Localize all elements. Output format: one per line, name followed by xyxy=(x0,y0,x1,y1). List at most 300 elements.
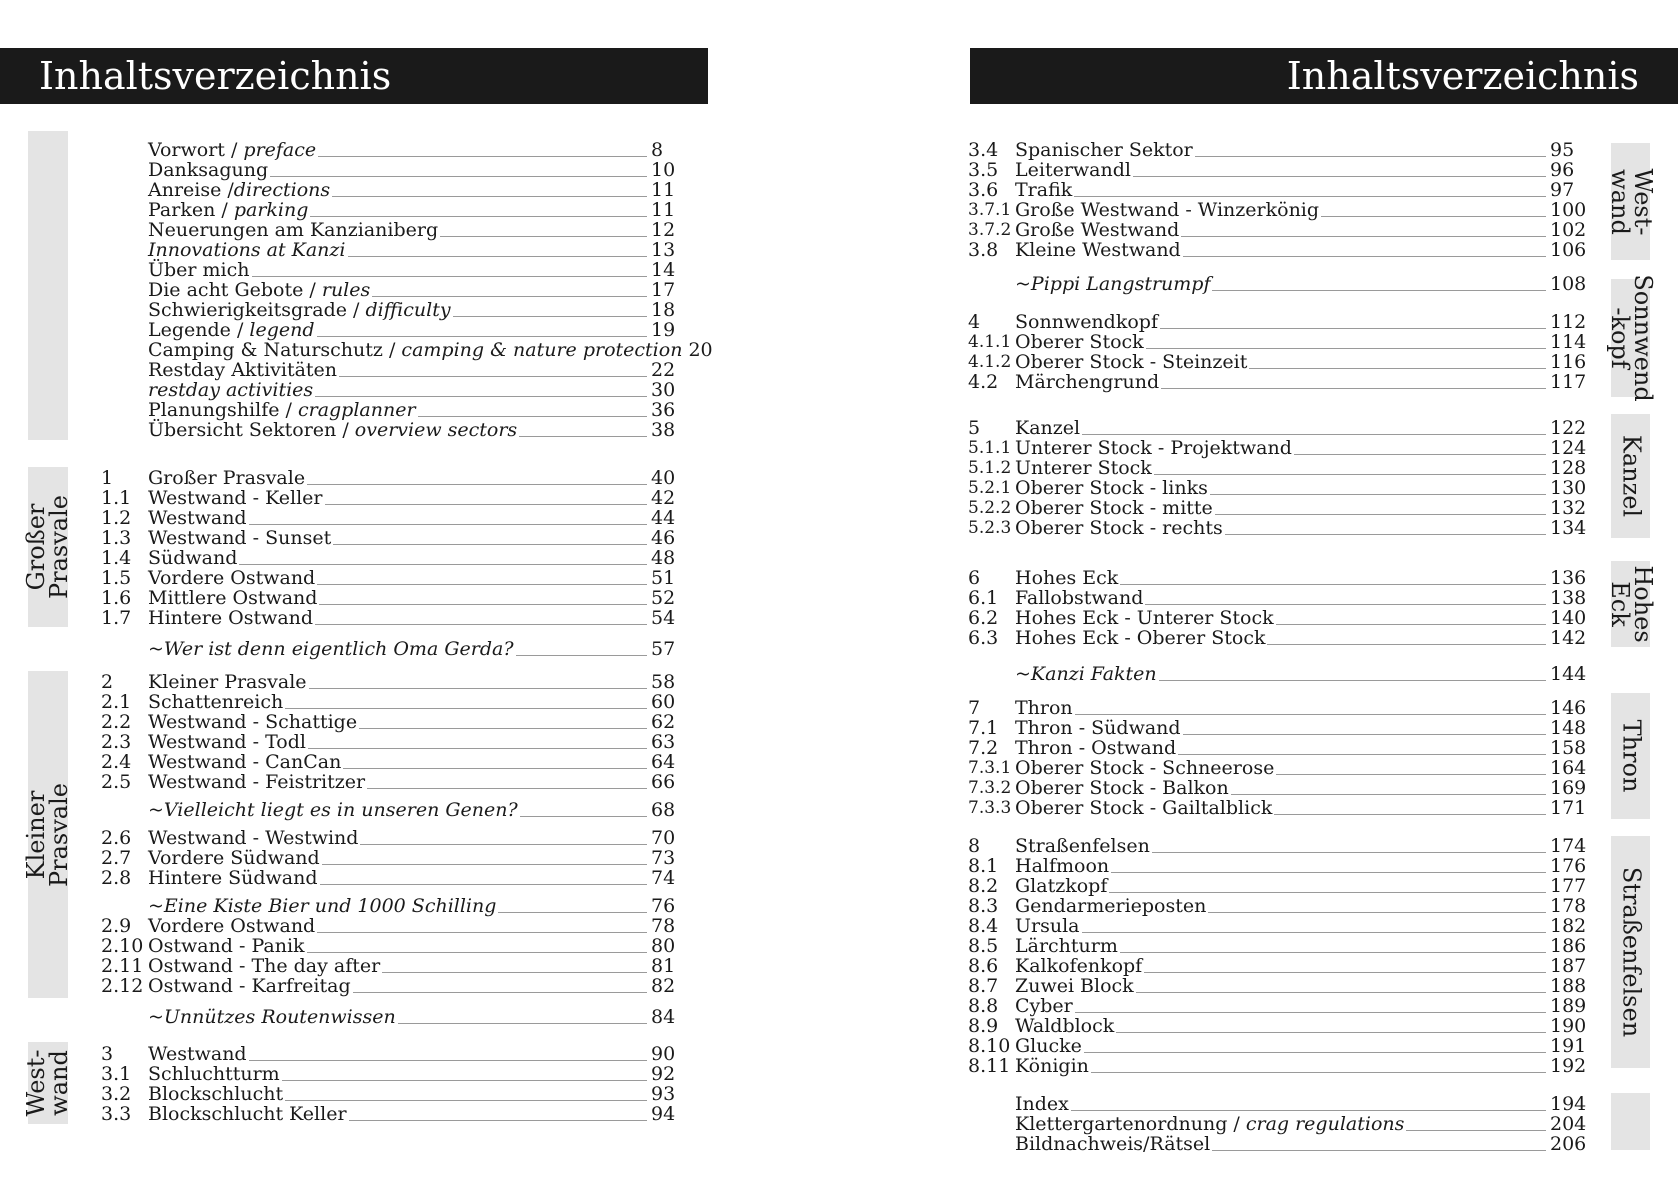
toc-entry xyxy=(968,956,1588,976)
entry-title: Leiterwandl xyxy=(1015,159,1131,181)
toc-entry xyxy=(968,936,1588,956)
toc-entry xyxy=(968,778,1588,798)
entry-title: Vordere Ostwand xyxy=(148,567,316,589)
toc-entry xyxy=(101,692,695,712)
toc-entry xyxy=(968,418,1588,438)
section-number: 2.3 xyxy=(101,731,132,753)
entry-title: Fallobstwand xyxy=(1015,587,1144,609)
toc-entry xyxy=(101,1084,695,1104)
page-number: 44 xyxy=(651,507,676,529)
entry-title-english: camping & nature protection xyxy=(401,339,683,361)
entry-title: Westwand - CanCan xyxy=(148,751,342,773)
page-number: 144 xyxy=(1550,663,1587,685)
entry-title: Die acht Gebote / rules xyxy=(148,279,371,301)
page-number: 66 xyxy=(651,771,676,793)
toc-entry xyxy=(101,976,695,996)
toc-entry xyxy=(101,260,695,280)
toc-entry xyxy=(968,332,1588,352)
leader-line xyxy=(1120,951,1546,953)
toc-entry xyxy=(101,956,695,976)
leader-line xyxy=(1181,235,1546,237)
toc-entry xyxy=(968,916,1588,936)
leader-line xyxy=(418,415,647,417)
page-title-right: Inhaltsverzeichnis xyxy=(1286,54,1639,98)
toc-entry xyxy=(101,588,695,608)
entry-title: Oberer Stock - Schneerose xyxy=(1015,757,1275,779)
page-number: 30 xyxy=(651,379,676,401)
section-number: 1.6 xyxy=(101,587,132,609)
leader-line xyxy=(1406,1129,1546,1131)
entry-title: Kanzel xyxy=(1015,417,1081,439)
leader-line xyxy=(1231,793,1546,795)
page-number: 68 xyxy=(651,799,676,821)
leader-line xyxy=(1267,643,1546,645)
leader-line xyxy=(1145,603,1546,605)
toc-entry xyxy=(968,798,1588,818)
entry-title: Danksagung xyxy=(148,159,269,181)
toc-entry xyxy=(101,1064,695,1084)
toc-entry xyxy=(968,160,1588,180)
leader-line xyxy=(307,483,647,485)
section-number: 2.6 xyxy=(101,827,132,849)
section-number: 1.2 xyxy=(101,507,132,529)
page-number: 116 xyxy=(1550,351,1587,373)
page-number: 114 xyxy=(1550,331,1587,353)
entry-title: Trafik xyxy=(1015,179,1073,201)
page-number: 46 xyxy=(651,527,676,549)
section-number: 2.11 xyxy=(101,955,144,977)
page-number: 74 xyxy=(651,867,676,889)
entry-title: Cyber xyxy=(1015,995,1073,1017)
leader-line xyxy=(1183,255,1546,257)
entry-title-english: ~Wer ist denn eigentlich Oma Gerda? xyxy=(148,638,514,660)
page-number: 189 xyxy=(1550,995,1587,1017)
section-number: 3.8 xyxy=(968,239,999,261)
page-number: 148 xyxy=(1550,717,1587,739)
toc-entry xyxy=(968,856,1588,876)
section-number: 8.3 xyxy=(968,895,999,917)
page-number: 11 xyxy=(651,179,676,201)
entry-title: Westwand xyxy=(148,507,247,529)
entry-title: Unterer Stock - Projektwand xyxy=(1015,437,1292,459)
entry-title xyxy=(148,896,496,916)
toc-entry xyxy=(101,339,713,361)
leader-line xyxy=(1294,453,1546,455)
section-number: 8.9 xyxy=(968,1015,999,1037)
leader-line xyxy=(498,911,647,913)
section-tab xyxy=(1605,143,1657,260)
toc-entry xyxy=(968,738,1588,758)
entry-title: Vordere Südwand xyxy=(148,847,320,869)
leader-line xyxy=(320,883,647,885)
entry-title: Index xyxy=(1015,1093,1069,1115)
section-tab xyxy=(28,131,68,440)
section-number: 5 xyxy=(968,417,981,439)
entry-title: Ursula xyxy=(1015,915,1080,937)
section-number: 2.5 xyxy=(101,771,132,793)
page-number: 188 xyxy=(1550,975,1587,997)
page-number: 94 xyxy=(651,1103,676,1125)
section-number: 4.1.1 xyxy=(968,332,1012,352)
section-number: 5.1.2 xyxy=(968,458,1012,478)
entry-title: Ostwand - Panik xyxy=(148,935,305,957)
toc-entry xyxy=(101,732,695,752)
toc-entry xyxy=(101,280,695,300)
section-number: 4 xyxy=(968,311,981,333)
toc-entry xyxy=(101,360,695,380)
leader-line xyxy=(317,583,647,585)
page-number: 17 xyxy=(651,279,676,301)
toc-entry xyxy=(101,896,695,916)
toc-entry xyxy=(968,608,1588,628)
toc-entry xyxy=(968,628,1588,648)
leader-line xyxy=(1136,991,1546,993)
entry-title: Ostwand - Karfreitag xyxy=(148,975,351,997)
section-number: 1.1 xyxy=(101,487,132,509)
section-number: 5.2.1 xyxy=(968,478,1012,498)
leader-line xyxy=(519,435,647,437)
entry-title: Schwierigkeitsgrade / difficulty xyxy=(148,299,451,321)
toc-entry xyxy=(968,588,1588,608)
leader-line xyxy=(270,175,647,177)
leader-line xyxy=(1276,773,1546,775)
page-number: 70 xyxy=(651,827,676,849)
page-number: 80 xyxy=(651,935,676,957)
section-number: 8.6 xyxy=(968,955,999,977)
page-number: 102 xyxy=(1550,219,1587,241)
entry-title: Vordere Ostwand xyxy=(148,915,316,937)
section-number: 3.3 xyxy=(101,1103,132,1125)
entry-title: Blockschlucht Keller xyxy=(148,1103,347,1125)
toc-entry xyxy=(968,1036,1588,1056)
page-number: 62 xyxy=(651,711,676,733)
leader-line xyxy=(398,1022,647,1024)
entry-title: Oberer Stock - Steinzeit xyxy=(1015,351,1248,373)
entry-title-english: legend xyxy=(249,319,315,341)
entry-title: Halfmoon xyxy=(1015,855,1110,877)
entry-title xyxy=(148,240,346,260)
page-number: 106 xyxy=(1550,239,1587,261)
leader-line xyxy=(1144,971,1546,973)
toc-entry xyxy=(968,1094,1588,1114)
entry-title: Westwand - Schattige xyxy=(148,711,358,733)
section-tab xyxy=(1611,836,1650,1068)
leader-line xyxy=(339,375,647,377)
leader-line xyxy=(1274,813,1546,815)
leader-line xyxy=(1146,347,1546,349)
leader-line xyxy=(440,235,647,237)
entry-title: Glatzkopf xyxy=(1015,875,1108,897)
toc-entry xyxy=(101,848,695,868)
page-number: 146 xyxy=(1550,697,1587,719)
entry-title: Westwand - Westwind xyxy=(148,827,359,849)
toc-entry xyxy=(968,1016,1588,1036)
toc-entry xyxy=(101,240,695,260)
entry-title: Lärchturm xyxy=(1015,935,1118,957)
leader-line xyxy=(239,563,647,565)
entry-title-english: ~Eine Kiste Bier und 1000 Schilling xyxy=(148,895,497,917)
entry-title xyxy=(148,800,518,820)
leader-line xyxy=(1183,733,1546,735)
toc-entry xyxy=(968,180,1588,200)
toc-entry xyxy=(968,140,1588,160)
leader-line xyxy=(1210,493,1546,495)
toc-entry xyxy=(101,712,695,732)
leader-line xyxy=(1321,215,1546,217)
section-number: 5.1.1 xyxy=(968,438,1012,458)
entry-title-english: ~Unnützes Routenwissen xyxy=(148,1006,396,1028)
entry-title: Kleine Westwand xyxy=(1015,239,1181,261)
toc-entry xyxy=(101,200,695,220)
entry-title: Thron xyxy=(1015,697,1073,719)
section-number: 6.2 xyxy=(968,607,999,629)
entry-title: Südwand xyxy=(148,547,238,569)
section-number: 6.1 xyxy=(968,587,999,609)
entry-title: Ostwand - The day after xyxy=(148,955,381,977)
section-tab xyxy=(22,671,73,998)
page-number: 36 xyxy=(651,399,676,421)
section-number: 2.1 xyxy=(101,691,132,713)
leader-line xyxy=(372,295,647,297)
entry-title: Über mich xyxy=(148,259,250,281)
page-number: 136 xyxy=(1550,567,1587,589)
section-number: 7.3.3 xyxy=(968,798,1012,818)
section-tab xyxy=(22,1042,73,1124)
toc-entry xyxy=(101,300,695,320)
leader-line xyxy=(1160,327,1546,329)
toc-entry xyxy=(968,836,1588,856)
entry-title: Große Westwand - Winzerkönig xyxy=(1015,199,1320,221)
page-number: 8 xyxy=(651,139,664,161)
entry-title xyxy=(148,1007,396,1027)
page-number: 186 xyxy=(1550,935,1587,957)
entry-title: Schattenreich xyxy=(148,691,284,713)
entry-title: Oberer Stock - links xyxy=(1015,477,1208,499)
entry-title-english: cragplanner xyxy=(297,399,416,421)
toc-entry xyxy=(968,498,1588,518)
section-number: 8.11 xyxy=(968,1055,1011,1077)
entry-title: Gendarmerieposten xyxy=(1015,895,1207,917)
page-number: 60 xyxy=(651,691,676,713)
page-number: 48 xyxy=(651,547,676,569)
page-number: 57 xyxy=(651,638,676,660)
entry-title: Westwand - Keller xyxy=(148,487,323,509)
leader-line xyxy=(1212,289,1546,291)
toc-entry xyxy=(968,698,1588,718)
entry-title: Anreise /directions xyxy=(148,179,331,201)
section-tab-label: Kleiner Prasvale xyxy=(22,782,73,887)
leader-line xyxy=(1152,851,1546,853)
entry-title: Oberer Stock - Balkon xyxy=(1015,777,1229,799)
leader-line xyxy=(318,155,647,157)
entry-title: Großer Prasvale xyxy=(148,467,306,489)
section-number: 1 xyxy=(101,467,114,489)
entry-title: Spanischer Sektor xyxy=(1015,139,1193,161)
section-number: 4.1.2 xyxy=(968,352,1012,372)
toc-entry xyxy=(101,140,695,160)
page-number: 187 xyxy=(1550,955,1587,977)
leader-line xyxy=(1195,155,1546,157)
entry-title: Waldblock xyxy=(1015,1015,1115,1037)
entry-title: Kleiner Prasvale xyxy=(148,671,307,693)
section-number: 3.5 xyxy=(968,159,999,181)
section-tab xyxy=(1611,414,1650,538)
entry-title: Neuerungen am Kanzianiberg xyxy=(148,219,439,241)
toc-entry xyxy=(101,320,695,340)
section-tab xyxy=(1611,1093,1650,1150)
toc-entry xyxy=(968,976,1588,996)
toc-entry xyxy=(101,1104,695,1124)
page-number: 108 xyxy=(1550,273,1587,295)
section-number: 8.5 xyxy=(968,935,999,957)
page-number: 76 xyxy=(651,895,676,917)
entry-title xyxy=(1015,664,1157,684)
entry-title: Oberer Stock xyxy=(1015,331,1144,353)
entry-title: Legende / legend xyxy=(148,319,315,341)
section-number: 2.4 xyxy=(101,751,132,773)
page-number: 174 xyxy=(1550,835,1587,857)
entry-title: Thron - Südwand xyxy=(1015,717,1181,739)
page-number: 58 xyxy=(651,671,676,693)
page-number: 22 xyxy=(651,359,676,381)
section-number: 3.7.1 xyxy=(968,200,1012,220)
entry-title: Schluchtturm xyxy=(148,1063,280,1085)
leader-line xyxy=(453,315,647,317)
page-number: 138 xyxy=(1550,587,1587,609)
toc-entry xyxy=(101,468,695,488)
toc-entry xyxy=(968,438,1588,458)
toc-entry xyxy=(101,800,695,820)
entry-title: Kalkofenkopf xyxy=(1015,955,1143,977)
page-number: 95 xyxy=(1550,139,1575,161)
section-number: 5.2.3 xyxy=(968,518,1012,538)
section-number: 3.6 xyxy=(968,179,999,201)
page-number: 51 xyxy=(651,567,676,589)
entry-title: Westwand xyxy=(148,1043,247,1065)
section-number: 2.10 xyxy=(101,935,144,957)
toc-entry xyxy=(968,274,1588,294)
toc-entry xyxy=(968,312,1588,332)
section-number: 7 xyxy=(968,697,981,719)
section-number: 1.4 xyxy=(101,547,132,569)
toc-entry xyxy=(101,639,695,659)
leader-line xyxy=(1208,911,1546,913)
entry-title: Klettergartenordnung / crag regulations xyxy=(1015,1113,1405,1135)
leader-line xyxy=(349,1119,647,1121)
entry-title: Königin xyxy=(1015,1055,1089,1077)
section-number: 2.12 xyxy=(101,975,144,997)
toc-entry xyxy=(968,240,1588,260)
toc-entry xyxy=(968,478,1588,498)
leader-line xyxy=(285,1099,647,1101)
page-number: 124 xyxy=(1550,437,1587,459)
leader-line xyxy=(1074,195,1546,197)
section-number: 2.9 xyxy=(101,915,132,937)
toc-entry xyxy=(101,828,695,848)
leader-line xyxy=(1120,583,1546,585)
page-number: 11 xyxy=(651,199,676,221)
section-number: 1.7 xyxy=(101,607,132,629)
page-number: 178 xyxy=(1550,895,1587,917)
section-number: 2.2 xyxy=(101,711,132,733)
leader-line xyxy=(317,931,647,933)
section-number: 6 xyxy=(968,567,981,589)
toc-entry xyxy=(968,758,1588,778)
toc-entry xyxy=(101,608,695,628)
leader-line xyxy=(1109,891,1546,893)
page-number: 78 xyxy=(651,915,676,937)
toc-entry xyxy=(101,868,695,888)
page-number: 190 xyxy=(1550,1015,1587,1037)
page-number: 171 xyxy=(1550,797,1587,819)
section-tab-label: West- wand xyxy=(22,1049,73,1117)
section-number: 7.1 xyxy=(968,717,999,739)
page-number: 96 xyxy=(1550,159,1575,181)
toc-entry xyxy=(101,380,695,400)
toc-entry xyxy=(968,876,1588,896)
leader-line xyxy=(317,335,647,337)
page-number: 134 xyxy=(1550,517,1587,539)
entry-title-english: ~Vielleicht liegt es in unseren Genen? xyxy=(148,799,518,821)
toc-entry xyxy=(101,936,695,956)
toc-entry xyxy=(968,996,1588,1016)
toc-entry xyxy=(968,220,1588,240)
entry-title: Westwand - Feistritzer xyxy=(148,771,366,793)
toc-entry xyxy=(101,400,695,420)
entry-title xyxy=(148,639,514,659)
section-number: 5.2.2 xyxy=(968,498,1012,518)
toc-entry xyxy=(968,372,1588,392)
entry-title-english: Innovations at Kanzi xyxy=(148,239,346,261)
entry-title: Planungshilfe / cragplanner xyxy=(148,399,416,421)
leader-line xyxy=(353,991,647,993)
entry-title: Oberer Stock - rechts xyxy=(1015,517,1223,539)
entry-title: Zuwei Block xyxy=(1015,975,1134,997)
entry-title-english: restday activities xyxy=(148,379,314,401)
leader-line xyxy=(1212,1149,1546,1151)
leader-line xyxy=(1082,433,1546,435)
leader-line xyxy=(319,603,647,605)
page-number: 93 xyxy=(651,1083,676,1105)
section-number: 8.8 xyxy=(968,995,999,1017)
page-number: 63 xyxy=(651,731,676,753)
page-number: 10 xyxy=(651,159,676,181)
entry-title: Parken / parking xyxy=(148,199,309,221)
leader-line xyxy=(1075,1011,1546,1013)
page-number: 177 xyxy=(1550,875,1587,897)
page-number: 73 xyxy=(651,847,676,869)
leader-line xyxy=(333,543,647,545)
leader-line xyxy=(1276,623,1546,625)
leader-line xyxy=(1159,679,1546,681)
page-number: 19 xyxy=(651,319,676,341)
entry-title: Hohes Eck xyxy=(1015,567,1119,589)
section-number: 8.4 xyxy=(968,915,999,937)
leader-line xyxy=(516,654,648,656)
page-number: 194 xyxy=(1550,1093,1587,1115)
toc-entry xyxy=(968,1056,1588,1076)
entry-title: Camping & Naturschutz / camping & nature protection xyxy=(148,339,683,361)
section-tab-label: Straßenfelsen xyxy=(1617,866,1645,1038)
entry-title: Thron - Ostwand xyxy=(1015,737,1177,759)
entry-title: Vorwort / preface xyxy=(148,139,317,161)
entry-title-english: ~Kanzi Fakten xyxy=(1015,663,1157,685)
section-number: 3.7.2 xyxy=(968,220,1012,240)
entry-title xyxy=(1015,274,1210,294)
entry-title: Westwand - Todl xyxy=(148,731,306,753)
page-number: 140 xyxy=(1550,607,1587,629)
entry-title: Hintere Südwand xyxy=(148,867,318,889)
